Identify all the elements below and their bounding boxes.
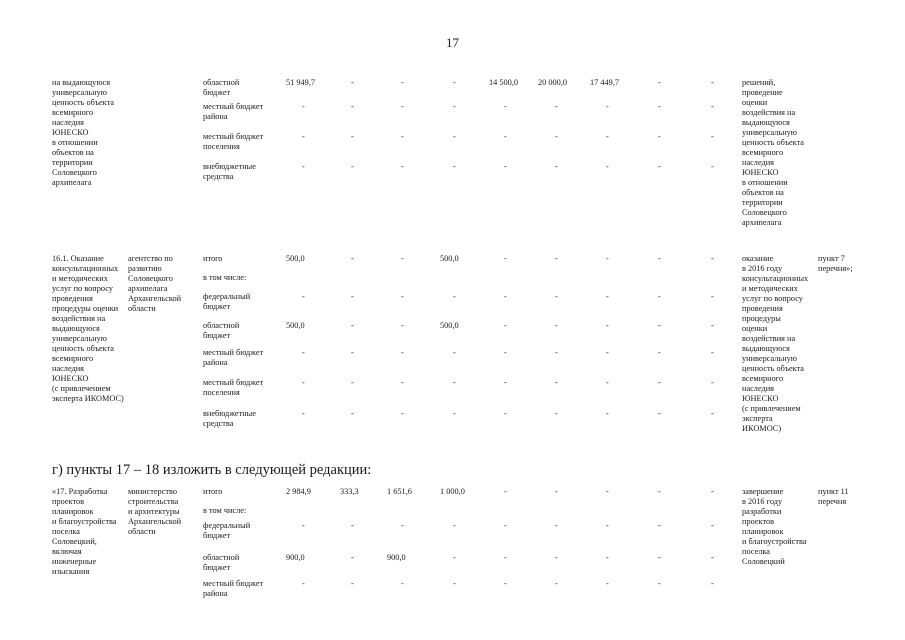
amount-cell: - [711,321,714,330]
funding-source: местный бюджет района [203,579,264,598]
amount-cell: 20 000,0 [538,78,568,87]
amount-cell: - [504,102,507,111]
amount-cell: - [555,579,558,588]
expected-result: оказание в 2016 году консультационных и методических услуг по вопросу проведения процедуры оценки воздействия на выдающуюся универсальную ценность объекта всемирного наследия ЮНЕСКО (с привлечением эксперта ИКОМОС) [742,254,809,433]
amount-cell: - [401,321,404,330]
amount-cell: - [711,579,714,588]
amount-cell: - [351,102,354,111]
amount-cell: - [453,521,456,530]
amount-cell: - [504,579,507,588]
amount-cell: - [504,321,507,330]
amount-cell: - [711,378,714,387]
amount-cell: - [453,553,456,562]
amount-cell: - [555,132,558,141]
expected-result: завершение в 2016 году разработки проектов планировок и благоустройства поселка Соловецкий [742,487,807,566]
funding-source: итого [203,254,223,263]
amount-cell: - [401,292,404,301]
page-number: 17 [446,35,459,50]
amount-cell: - [555,292,558,301]
amount-cell: - [658,378,661,387]
measure-description: 16.1. Оказание консультационных и методических услуг по вопросу проведения процедуры оценки воздействия на выдающуюся универсальную ценность объекта всемирного наследия ЮНЕСКО (с привлечением эксперта ИКОМОС) [52,254,124,403]
amount-cell: - [453,579,456,588]
funding-source: федеральный бюджет [203,292,251,311]
amount-cell: - [401,162,404,171]
amount-cell: - [302,579,305,588]
amount-cell: - [453,348,456,357]
amount-cell: - [711,409,714,418]
amount-cell: - [302,348,305,357]
amount-cell: - [658,521,661,530]
measure-description: «17. Разработка проектов планировок и благоустройства поселка Соловецкий, включая инженерные изыскания [52,487,117,576]
amount-cell: - [351,348,354,357]
amount-cell: - [351,378,354,387]
amount-cell: - [351,409,354,418]
executor: агентство по развитию Соловецкого архипелага Архангельской области [128,254,182,313]
amount-cell: - [606,487,609,496]
amount-cell: 2 984,9 [286,487,311,496]
amount-cell: - [504,292,507,301]
amount-cell: - [351,579,354,588]
amount-cell: - [453,378,456,387]
note: пункт 11 перечня [818,487,849,506]
amount-cell: - [401,102,404,111]
amount-cell: - [606,521,609,530]
funding-source: внебюджетные средства [203,162,256,181]
funding-source: итого [203,487,223,496]
amount-cell: - [658,579,661,588]
amount-cell: - [401,254,404,263]
funding-source: областной бюджет [203,321,240,340]
amount-cell: - [302,292,305,301]
amount-cell: - [555,162,558,171]
amount-cell: - [606,409,609,418]
amount-cell: - [658,348,661,357]
amount-cell: - [401,579,404,588]
amount-cell: - [351,254,354,263]
funding-source: в том числе: [203,506,247,515]
amount-cell: - [711,292,714,301]
amount-cell: - [302,162,305,171]
amount-cell: - [302,132,305,141]
amount-cell: - [504,132,507,141]
amount-cell: - [658,78,661,87]
amount-cell: 1 651,6 [387,487,412,496]
note: пункт 7 перечня»; [818,254,853,273]
amount-cell: 900,0 [387,553,406,562]
amount-cell: - [711,162,714,171]
amount-cell: - [555,487,558,496]
funding-source: местный бюджет района [203,348,264,367]
amount-cell: - [351,78,354,87]
amount-cell: - [555,348,558,357]
funding-source: местный бюджет района [203,102,264,121]
amount-cell: 14 500,0 [489,78,519,87]
amount-cell: - [504,378,507,387]
amount-cell: - [606,579,609,588]
amount-cell: - [658,162,661,171]
amount-cell: - [453,78,456,87]
funding-source: областной бюджет [203,553,240,572]
amount-cell: - [658,487,661,496]
amount-cell: 500,0 [286,321,305,330]
amount-cell: 500,0 [440,254,459,263]
amount-cell: - [711,254,714,263]
amount-cell: - [401,78,404,87]
amount-cell: - [504,348,507,357]
amount-cell: - [658,321,661,330]
amount-cell: - [711,553,714,562]
executor: министерство строительства и архитектуры Архангельской области [128,487,182,536]
amount-cell: - [302,102,305,111]
amount-cell: 17 449,7 [590,78,620,87]
amount-cell: - [711,487,714,496]
amount-cell: - [401,378,404,387]
amount-cell: 500,0 [440,321,459,330]
amount-cell: - [555,521,558,530]
amount-cell: - [401,521,404,530]
amount-cell: - [658,292,661,301]
amount-cell: - [658,409,661,418]
amount-cell: - [711,132,714,141]
amount-cell: - [504,487,507,496]
funding-source: местный бюджет поселения [203,378,264,397]
amount-cell: - [302,521,305,530]
amount-cell: 500,0 [286,254,305,263]
funding-source: федеральный бюджет [203,521,251,540]
funding-source: внебюджетные средства [203,409,256,428]
amount-cell: - [504,553,507,562]
amount-cell: - [711,78,714,87]
amount-cell: 51 949,7 [286,78,316,87]
amount-cell: - [401,409,404,418]
amount-cell: - [453,102,456,111]
amount-cell: - [658,102,661,111]
amount-cell: - [658,254,661,263]
amount-cell: - [658,553,661,562]
amount-cell: - [606,378,609,387]
amount-cell: - [555,254,558,263]
amount-cell: 900,0 [286,553,305,562]
amount-cell: - [453,132,456,141]
amount-cell: 333,3 [340,487,359,496]
amount-cell: - [555,553,558,562]
amount-cell: - [606,132,609,141]
amount-cell: - [606,348,609,357]
amount-cell: 1 000,0 [440,487,465,496]
amount-cell: - [504,409,507,418]
amount-cell: - [555,102,558,111]
expected-result: решений, проведение оценки воздействия на выдающуюся универсальную ценность объекта всемирного наследия ЮНЕСКО в отношении объектов на территории Соловецкого архипелага [742,78,804,227]
amount-cell: - [504,162,507,171]
amount-cell: - [555,409,558,418]
amount-cell: - [711,348,714,357]
amount-cell: - [504,521,507,530]
amount-cell: - [453,409,456,418]
amount-cell: - [606,553,609,562]
amount-cell: - [606,321,609,330]
amount-cell: - [606,254,609,263]
amount-cell: - [351,132,354,141]
funding-source: местный бюджет поселения [203,132,264,151]
amount-cell: - [401,348,404,357]
amount-cell: - [606,102,609,111]
amount-cell: - [302,409,305,418]
amount-cell: - [504,254,507,263]
amount-cell: - [453,292,456,301]
amount-cell: - [351,292,354,301]
funding-source: в том числе: [203,273,247,282]
amount-cell: - [453,162,456,171]
amount-cell: - [302,378,305,387]
amount-cell: - [606,292,609,301]
amount-cell: - [658,132,661,141]
amount-cell: - [351,521,354,530]
amount-cell: - [711,102,714,111]
measure-description: на выдающуюся универсальную ценность объекта всемирного наследия ЮНЕСКО в отношении объектов на территории Соловецкого архипелага [52,78,114,187]
amount-cell: - [351,321,354,330]
amount-cell: - [606,162,609,171]
funding-source: областной бюджет [203,78,240,97]
amount-cell: - [711,521,714,530]
amount-cell: - [555,378,558,387]
amount-cell: - [351,162,354,171]
amount-cell: - [555,321,558,330]
section-heading: г) пункты 17 – 18 изложить в следующей редакции: [52,462,372,478]
amount-cell: - [351,553,354,562]
amount-cell: - [401,132,404,141]
